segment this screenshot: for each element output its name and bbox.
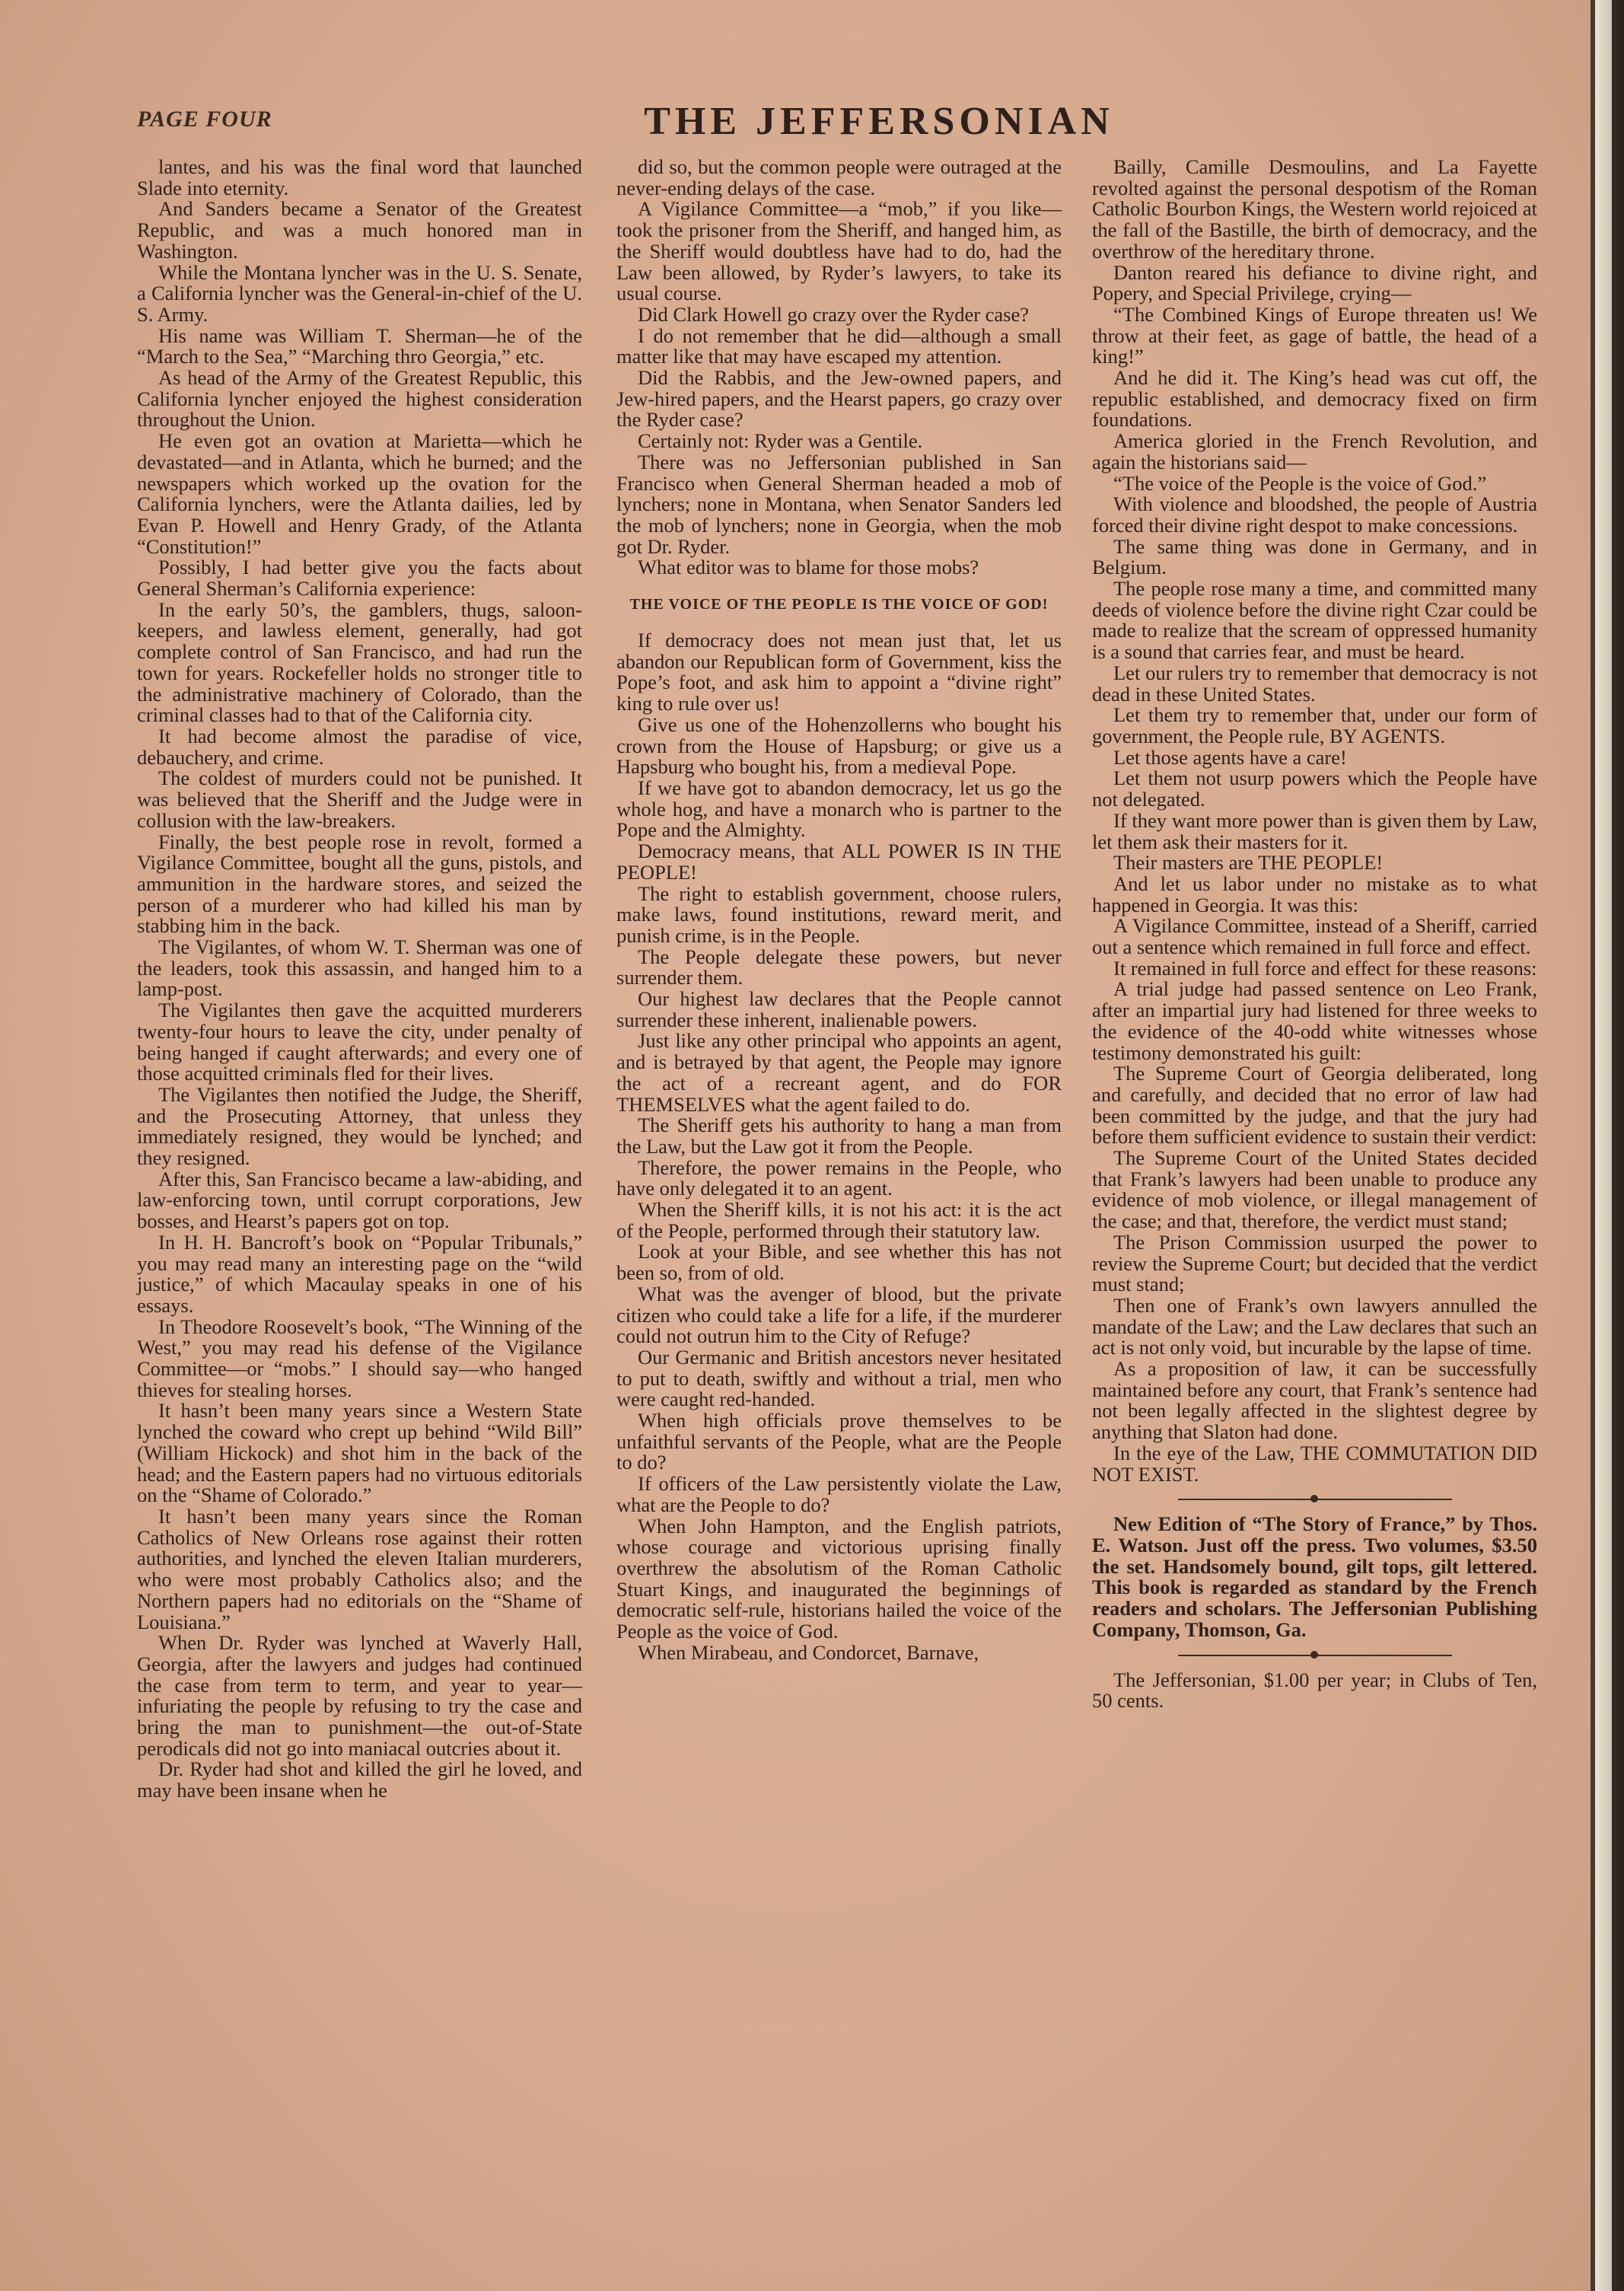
article-paragraph: A trial judge had passed sentence on Leo Frank, after an impartial jury had listened for three weeks to the evidence of the 40-odd white witnesses whose testimony demonstrated his guilt: xyxy=(1092,977,1537,1064)
article-paragraph: If democracy does not mean just that, let us abandon our Republican form of Government, kiss the Pope’s foot, and ask him to appoint a “divine right” king to rule over us! xyxy=(616,629,1062,715)
article-paragraph: Let those agents have a care! xyxy=(1113,745,1347,769)
article-paragraph: When the Sheriff kills, it is not his act: it is the act of the People, performed through their statutory law. xyxy=(616,1198,1062,1242)
article-paragraph: The Supreme Court of the United States decided that Frank’s lawyers had been unable to produce any evidence of mob violence, or illegal management of the case; and that, therefore, the verdict must stand; xyxy=(1092,1146,1537,1233)
subscription-notice: The Jeffersonian, $1.00 per year; in Clubs of Ten, 50 cents. xyxy=(1092,1668,1537,1713)
article-paragraph: If we have got to abandon democracy, let us go the whole hog, and have a monarch who is partner to the Pope and the Almighty. xyxy=(616,776,1062,842)
article-paragraph: In the early 50’s, the gamblers, thugs, saloon-keepers, and lawless element, generally, had got complete control of San Francisco, and had run the town for years. Rockefeller holds no stronger title to the administrative machinery of Colorado, than the criminal classes had to that of the California city. xyxy=(137,597,582,727)
page-header xyxy=(137,99,1507,152)
article-paragraph: Did the Rabbis, and the Jew-owned papers, and Jew-hired papers, and the Hearst papers, go crazy over the Ryder case? xyxy=(616,366,1062,432)
article-paragraph: What editor was to blame for those mobs? xyxy=(638,556,979,579)
article-paragraph: “The voice of the People is the voice of God.” xyxy=(1113,471,1487,495)
article-paragraph: The coldest of murders could not be punished. It was believed that the Sheriff and the Judge were in collusion with the law-breakers. xyxy=(137,766,582,832)
article-paragraph: The Vigilantes then notified the Judge, the Sheriff, and the Prosecuting Attorney, that unless they immediately resigned, they would be lynched; and they resigned. xyxy=(137,1082,582,1170)
article-paragraph: In H. H. Bancroft’s book on “Popular Tribunals,” you may read many an interesting page on the “wild justice,” of which Macaulay speaks in one of his essays. xyxy=(137,1230,582,1317)
page-number-label: PAGE FOUR xyxy=(137,107,272,132)
article-paragraph: The Vigilantes then gave the acquitted murderers twenty-four hours to leave the city, under penalty of being hanged if caught afterwards; and every one of those acquitted criminals fled for their lives. xyxy=(137,999,582,1085)
article-paragraph: If they want more power than is given them by Law, let them ask their masters for it. xyxy=(1092,808,1537,853)
article-paragraph: When John Hampton, and the English patriots, whose courage and victorious uprising finally overthrew the absolutism of the Roman Catholic Stuart Kings, and inaugurated the beginnings of democratic self-rule, historians hailed the voice of the People as the voice of God. xyxy=(616,1514,1062,1643)
article-paragraph: As a proposition of law, it can be successfully maintained before any court, that Frank’s sentence had not been legally affected in the slightest degree by anything that Slaton had done. xyxy=(1092,1357,1537,1444)
article-paragraph: “The Combined Kings of Europe threaten us! We throw at their feet, as gage of battle, the head of a king!” xyxy=(1092,302,1537,368)
article-paragraph: Certainly not: Ryder was a Gentile. xyxy=(638,429,923,453)
article-paragraph: Give us one of the Hohenzollerns who bought his crown from the House of Hapsburg; or give us a Hapsburg who bought his, from a medieval Pope. xyxy=(616,712,1062,779)
article-paragraph: And Sanders became a Senator of the Greatest Republic, and was a much honored man in Washington. xyxy=(137,197,582,263)
page-edge-strip xyxy=(1595,0,1612,2291)
article-paragraph: Let them not usurp powers which the People have not delegated. xyxy=(1092,766,1537,811)
article-paragraph: As head of the Army of the Greatest Republic, this California lyncher enjoyed the highest consideration throughout the Union. xyxy=(137,366,582,432)
column-1 xyxy=(137,157,582,1802)
article-paragraph: His name was William T. Sherman—he of the “March to the Sea,” “Marching thro Georgia,” etc. xyxy=(137,323,582,368)
article-paragraph: Dr. Ryder had shot and killed the girl he loved, and may have been insane when he xyxy=(137,1757,582,1802)
article-paragraph: Their masters are THE PEOPLE! xyxy=(1113,851,1384,875)
article-paragraph: After this, San Francisco became a law-abiding, and law-enforcing town, until corrupt corporations, Jew bosses, and Hearst’s papers got on top. xyxy=(137,1167,582,1233)
article-paragraph: Then one of Frank’s own lawyers annulled the mandate of the Law; and the Law declares that such an act is not only void, but incurable by the lapse of time. xyxy=(1092,1293,1537,1359)
divider-rule xyxy=(1178,1655,1452,1656)
article-paragraph: lantes, and his was the final word that launched Slade into eternity. xyxy=(137,155,582,199)
article-paragraph: The right to establish government, choose rulers, make laws, found institutions, reward merit, and punish crime, is in the People. xyxy=(616,881,1062,947)
article-paragraph: In Theodore Roosevelt’s book, “The Winning of the West,” you may read his defense of the Vigilance Committee—or “mobs.” I should say—who hanged thieves for stealing horses. xyxy=(137,1314,582,1401)
article-paragraph: It remained in full force and effect for these reasons: xyxy=(1113,956,1537,980)
article-paragraph: If officers of the Law persistently violate the Law, what are the People to do? xyxy=(616,1472,1062,1516)
article-paragraph: Therefore, the power remains in the People, who have only delegated it to an agent. xyxy=(616,1155,1062,1200)
article-paragraph: What was the avenger of blood, but the private citizen who could take a life for a life, if the murderer could not outrun him to the City of Refuge? xyxy=(616,1282,1062,1348)
column-3 xyxy=(1092,157,1537,1712)
article-paragraph: Let them try to remember that, under our form of government, the People rule, BY AGENTS. xyxy=(1092,703,1537,747)
masthead-title: THE JEFFERSONIAN xyxy=(644,100,1114,143)
article-paragraph: He even got an ovation at Marietta—which he devastated—and in Atlanta, which he burned; and the newspapers which worked up the ovation for the California lynchers, were the Atlanta dailies, led by Evan P. Howell and Henry Grady, of the Atlanta “Constitution!” xyxy=(137,429,582,558)
article-paragraph: When Mirabeau, and Condorcet, Barnave, xyxy=(638,1640,979,1664)
article-paragraph: A Vigilance Committee, instead of a Sheriff, carried out a sentence which remained in full force and effect. xyxy=(1092,914,1537,959)
article-paragraph: With violence and bloodshed, the people of Austria forced their divine right despot to make concessions. xyxy=(1092,492,1537,537)
article-paragraph: There was no Jeffersonian published in San Francisco when General Sherman headed a mob of lynchers; none in Montana, when Senator Sanders led the mob of lynchers; none in Georgia, when the mob got Dr. Ryder. xyxy=(616,450,1062,558)
article-paragraph: In the eye of the Law, THE COMMUTATION DID NOT EXIST. xyxy=(1092,1441,1537,1486)
section-heading: THE VOICE OF THE PEOPLE IS THE VOICE OF GOD! xyxy=(629,596,1049,613)
article-paragraph: Possibly, I had better give you the facts about General Sherman’s California experience: xyxy=(137,556,582,601)
article-paragraph: Just like any other principal who appoints an agent, and is betrayed by that agent, the People may ignore the act of a recreant agent, and do FOR THEMSELVES what the agent failed to do. xyxy=(616,1029,1062,1116)
article-paragraph: Our highest law declares that the People cannot surrender these inherent, inalienable powers. xyxy=(616,987,1062,1031)
article-paragraph: Our Germanic and British ancestors never hesitated to put to death, swiftly and without a trial, men who were caught red-handed. xyxy=(616,1345,1062,1411)
article-paragraph: The Sheriff gets his authority to hang a man from the Law, but the Law got it from the People. xyxy=(616,1114,1062,1158)
divider-rule xyxy=(1178,1499,1452,1500)
article-paragraph: The People delegate these powers, but never surrender them. xyxy=(616,945,1062,989)
article-paragraph: Democracy means, that ALL POWER IS IN THE PEOPLE! xyxy=(616,840,1062,884)
article-paragraph: And let us labor under no mistake as to what happened in Georgia. It was this: xyxy=(1092,871,1537,916)
article-paragraph: The Supreme Court of Georgia deliberated, long and carefully, and decided that no error of law had been committed by the judge, and that the jury had before them sufficient evidence to sustain their verdict: xyxy=(1092,1062,1537,1149)
article-paragraph: It hasn’t been many years since the Roman Catholics of New Orleans rose against their rotten authorities, and lynched the eleven Italian murderers, who were most probably Catholics also; and the Northern papers had no editorials on the “Shame of Louisiana.” xyxy=(137,1505,582,1633)
article-paragraph: And he did it. The King’s head was cut off, the republic established, and democracy fixed on firm foundations. xyxy=(1092,366,1537,432)
article-paragraph: When Dr. Ryder was lynched at Waverly Hall, Georgia, after the lawyers and judges had continued the case from term to term, and year to year—infuriating the people by refusing to try the case and bring the man to punishment—the out-of-State perodicals did not go into maniacal outcries about it. xyxy=(137,1631,582,1760)
article-paragraph: The same thing was done in Germany, and in Belgium. xyxy=(1092,534,1537,579)
article-paragraph: It hasn’t been many years since a Western State lynched the coward who crept up behind “Wild Bill” (William Hickock) and shot him in the back of the head; and the Eastern papers had no virtuous editorials on the “Shame of Colorado.” xyxy=(137,1399,582,1507)
article-paragraph: The people rose many a time, and committed many deeds of violence before the divine right Czar could be made to realize that the scream of oppressed humanity is a sound that carries fear, and must be heard. xyxy=(1092,577,1537,664)
article-paragraph: It had become almost the paradise of vice, debauchery, and crime. xyxy=(137,724,582,769)
article-paragraph: Finally, the best people rose in revolt, formed a Vigilance Committee, bought all the guns, pistols, and ammunition in the hardware stores, and seized the person of a murderer who had killed his man by stabbing him in the back. xyxy=(137,830,582,938)
article-paragraph: Danton reared his defiance to divine right, and Popery, and Special Privilege, crying— xyxy=(1092,260,1537,305)
book-advertisement: New Edition of “The Story of France,” by Thos. E. Watson. Just off the press. Two volumes, $3.50 the set. Handsomely bound, gilt tops, gilt lettered. This book is regarded as standard by the French readers and scholars. The Jeffersonian Publishing Company, Thomson, Ga. xyxy=(1092,1512,1537,1641)
article-paragraph: did so, but the common people were outraged at the never-ending delays of the case. xyxy=(616,155,1062,199)
article-paragraph: The Prison Commission usurped the power to review the Supreme Court; but decided that the verdict must stand; xyxy=(1092,1230,1537,1296)
article-paragraph: Bailly, Camille Desmoulins, and La Fayette revolted against the personal despotism of the Roman Catholic Bourbon Kings, the Western world rejoiced at the fall of the Bastille, the birth of democracy, and the overthrow of the hereditary throne. xyxy=(1092,155,1537,263)
article-paragraph: The Vigilantes, of whom W. T. Sherman was one of the leaders, took this assassin, and hanged him to a lamp-post. xyxy=(137,935,582,1001)
article-paragraph: Did Clark Howell go crazy over the Ryder case? xyxy=(638,302,1030,326)
article-paragraph: When high officials prove themselves to be unfaithful servants of the People, what are the People to do? xyxy=(616,1409,1062,1474)
article-paragraph: America gloried in the French Revolution, and again the historians said— xyxy=(1092,429,1537,473)
column-2 xyxy=(616,157,1062,1664)
article-paragraph: While the Montana lyncher was in the U. S. Senate, a California lyncher was the General-in-chief of the U. S. Army. xyxy=(137,260,582,326)
article-paragraph: I do not remember that he did—although a small matter like that may have escaped my attention. xyxy=(616,323,1062,368)
article-paragraph: Look at your Bible, and see whether this has not been so, from of old. xyxy=(616,1240,1062,1285)
article-paragraph: A Vigilance Committee—a “mob,” if you like—took the prisoner from the Sheriff, and hanged him, as the Sheriff would doubtless have had to do, had the Law been allowed, by Ryder’s lawyers, to take its usual course. xyxy=(616,197,1062,305)
article-paragraph: Let our rulers try to remember that democracy is not dead in these United States. xyxy=(1092,661,1537,706)
